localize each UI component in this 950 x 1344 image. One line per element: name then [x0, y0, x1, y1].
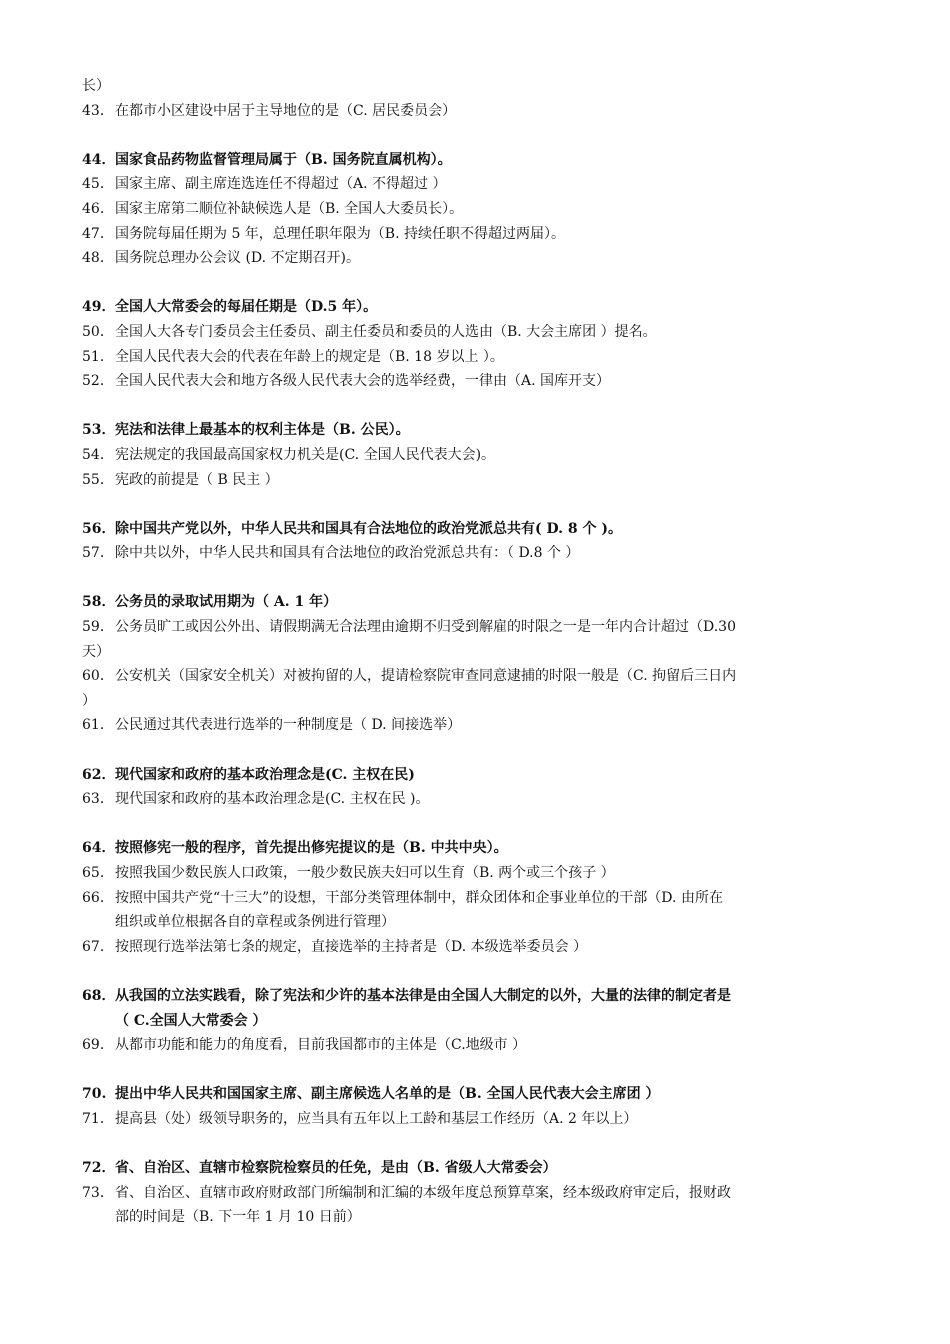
question-text: 国家食品药物监督管理局属于（B. 国务院直属机构）。 — [115, 151, 452, 168]
blank-line — [82, 1058, 872, 1083]
question-item — [82, 517, 872, 542]
question-item — [82, 1156, 872, 1181]
question-text: 全国人民代表大会和地方各级人民代表大会的选举经费，一律由（A. 国库开支） — [115, 373, 611, 390]
question-item — [82, 836, 872, 861]
question-item — [82, 1181, 872, 1206]
question-item — [82, 246, 872, 271]
question-text: 公务员旷工或因公外出、请假期满无合法理由逾期不归受到解雇的时限之一是一年内合计超过（D.30 — [115, 619, 736, 636]
question-number: 65． — [82, 865, 114, 881]
question-item — [82, 172, 872, 197]
question-text: 现代国家和政府的基本政治理念是(C. 主权在民) — [115, 766, 415, 783]
question-number: 52． — [82, 373, 114, 390]
question-item — [82, 320, 872, 345]
question-item — [82, 443, 872, 468]
question-number: 62． — [82, 766, 116, 783]
blank-line — [82, 1132, 872, 1157]
question-number: 59． — [82, 619, 114, 636]
question-text: 按照中国共产党“十三大”的设想，干部分类管理体制中，群众团体和企事业单位的干部（D. 由所在 — [115, 889, 723, 906]
question-number: 68． — [82, 987, 116, 1004]
question-number: 50． — [82, 323, 114, 340]
blank-line — [82, 394, 872, 419]
question-item — [82, 369, 872, 394]
question-text: 宪法规定的我国最高国家权力机关是(C. 全国人民代表大会)。 — [115, 446, 496, 463]
question-item — [82, 1082, 872, 1107]
question-number: 58． — [82, 594, 116, 611]
question-item — [82, 590, 872, 615]
question-number: 64． — [82, 840, 116, 857]
question-item — [82, 99, 872, 124]
question-item — [82, 295, 872, 320]
question-text: 全国人大各专门委员会主任委员、副主任委员和委员的人选由（B. 大会主席团 ）提名。 — [115, 323, 657, 340]
question-text: 全国人大常委会的每届任期是（D.5 年）。 — [115, 299, 378, 316]
question-item — [82, 886, 872, 911]
question-item — [82, 148, 872, 173]
question-text: 按照修宪一般的程序，首先提出修宪提议的是（B. 中共中央）。 — [115, 840, 508, 857]
continuation-line: 部的时间是（B. 下一年 1 月 10 日前） — [115, 1209, 361, 1226]
question-item — [82, 468, 872, 493]
question-text: 提高县（处）级领导职务的，应当具有五年以上工龄和基层工作经历（A. 2 年以上） — [115, 1110, 638, 1127]
blank-line — [82, 123, 872, 148]
question-text: 公安机关（国家安全机关）对被拘留的人，提请检察院审查同意逮捕的时限一般是（C. 拘留后三日内 — [115, 668, 737, 685]
question-text: 从我国的立法实践看，除了宪法和少许的基本法律是由全国人大制定的以外，大量的法律的制定者是 — [115, 987, 731, 1004]
question-text: 宪政的前提是（ B 民主 ） — [115, 471, 279, 488]
question-item — [82, 345, 872, 370]
question-item — [82, 763, 872, 788]
question-text: 按照现行选举法第七条的规定，直接选举的主持者是（D. 本级选举委员会 ） — [115, 938, 588, 955]
question-number: 69． — [82, 1037, 114, 1054]
question-text: 全国人民代表大会的代表在年龄上的规定是（B. 18 岁以上 ）。 — [115, 348, 504, 365]
question-number: 44． — [82, 151, 116, 168]
question-item — [82, 615, 872, 640]
question-item — [82, 861, 872, 886]
question-text: 除中共以外，中华人民共和国具有合法地位的政治党派总共有：（ D.8 个 ） — [115, 545, 580, 562]
continuation-line: 长） — [82, 78, 110, 94]
question-number: 72． — [82, 1160, 116, 1177]
question-number: 66． — [82, 889, 114, 906]
continuation-line: （ C.全国人大常委会 ） — [115, 1012, 267, 1029]
blank-line — [82, 812, 872, 837]
question-text: 省、自治区、直辖市检察院检察员的任免，是由（B. 省级人大常委会） — [115, 1160, 557, 1177]
question-number: 70. — [82, 1086, 107, 1103]
question-item — [82, 418, 872, 443]
question-number: 71． — [82, 1110, 114, 1127]
question-text: 现代国家和政府的基本政治理念是(C. 主权在民 )。 — [115, 791, 430, 808]
question-item — [82, 541, 872, 566]
question-number: 51． — [82, 348, 114, 365]
question-item — [82, 197, 872, 222]
question-text: 公民通过其代表进行选举的一种制度是（ D. 间接选举） — [115, 717, 462, 734]
question-text: 从都市功能和能力的角度看，目前我国都市的主体是（C.地级市 ） — [115, 1037, 527, 1054]
continuation-line: ） — [82, 692, 96, 709]
question-number: 54． — [82, 446, 114, 463]
question-number: 61． — [82, 717, 114, 734]
question-text: 国家主席第二顺位补缺候选人是（B. 全国人大委员长）。 — [115, 200, 464, 217]
question-text: 国家主席、副主席连选连任不得超过（A. 不得超过 ） — [115, 176, 447, 193]
question-item — [82, 984, 872, 1009]
question-item — [82, 787, 872, 812]
blank-line — [82, 738, 872, 763]
blank-line — [82, 959, 872, 984]
question-item — [82, 222, 872, 247]
blank-line — [82, 271, 872, 296]
question-text: 省、自治区、直辖市政府财政部门所编制和汇编的本级年度总预算草案，经本级政府审定后，报财政 — [115, 1184, 731, 1201]
question-text: 提出中华人民共和国国家主席、副主席候选人名单的是（B. 全国人民代表大会主席团 ） — [115, 1086, 660, 1103]
question-item — [82, 1107, 872, 1132]
question-text: 国务院每届任期为 5 年，总理任职年限为（B. 持续任职不得超过两届）。 — [115, 225, 565, 242]
question-number: 47． — [82, 225, 114, 242]
question-text: 宪法和法律上最基本的权利主体是（B. 公民）。 — [115, 422, 410, 439]
continuation-line: 组织或单位根据各自的章程或条例进行管理） — [115, 914, 395, 931]
blank-line — [82, 492, 872, 517]
question-item — [82, 935, 872, 960]
question-number: 45． — [82, 176, 114, 193]
question-number: 67． — [82, 938, 114, 955]
question-list — [82, 74, 872, 1230]
question-number: 60． — [82, 668, 114, 685]
question-item — [82, 664, 872, 689]
question-number: 73． — [82, 1184, 114, 1201]
question-text: 在都市小区建设中居于主导地位的是（C. 居民委员会） — [115, 102, 457, 119]
question-number: 53． — [82, 422, 116, 439]
question-number: 56． — [82, 520, 116, 537]
question-number: 43． — [82, 102, 114, 119]
blank-line — [82, 566, 872, 591]
question-number: 46． — [82, 200, 114, 217]
question-number: 49． — [82, 299, 116, 316]
question-text: 公务员的录取试用期为（ A. 1 年） — [115, 594, 338, 611]
question-text: 按照我国少数民族人口政策，一般少数民族夫妇可以生育（B. 两个或三个孩子 ） — [115, 865, 615, 881]
question-number: 63． — [82, 791, 114, 808]
question-text: 除中国共产党以外，中华人民共和国具有合法地位的政治党派总共有( D. 8 个 )。 — [115, 520, 622, 537]
question-number: 48． — [82, 250, 114, 267]
question-text: 国务院总理办公会议 (D. 不定期召开)。 — [115, 250, 360, 267]
question-number: 55． — [82, 471, 114, 488]
question-number: 57． — [82, 545, 114, 562]
question-item — [82, 713, 872, 738]
continuation-line: 天） — [82, 643, 110, 660]
question-item — [82, 1033, 872, 1058]
